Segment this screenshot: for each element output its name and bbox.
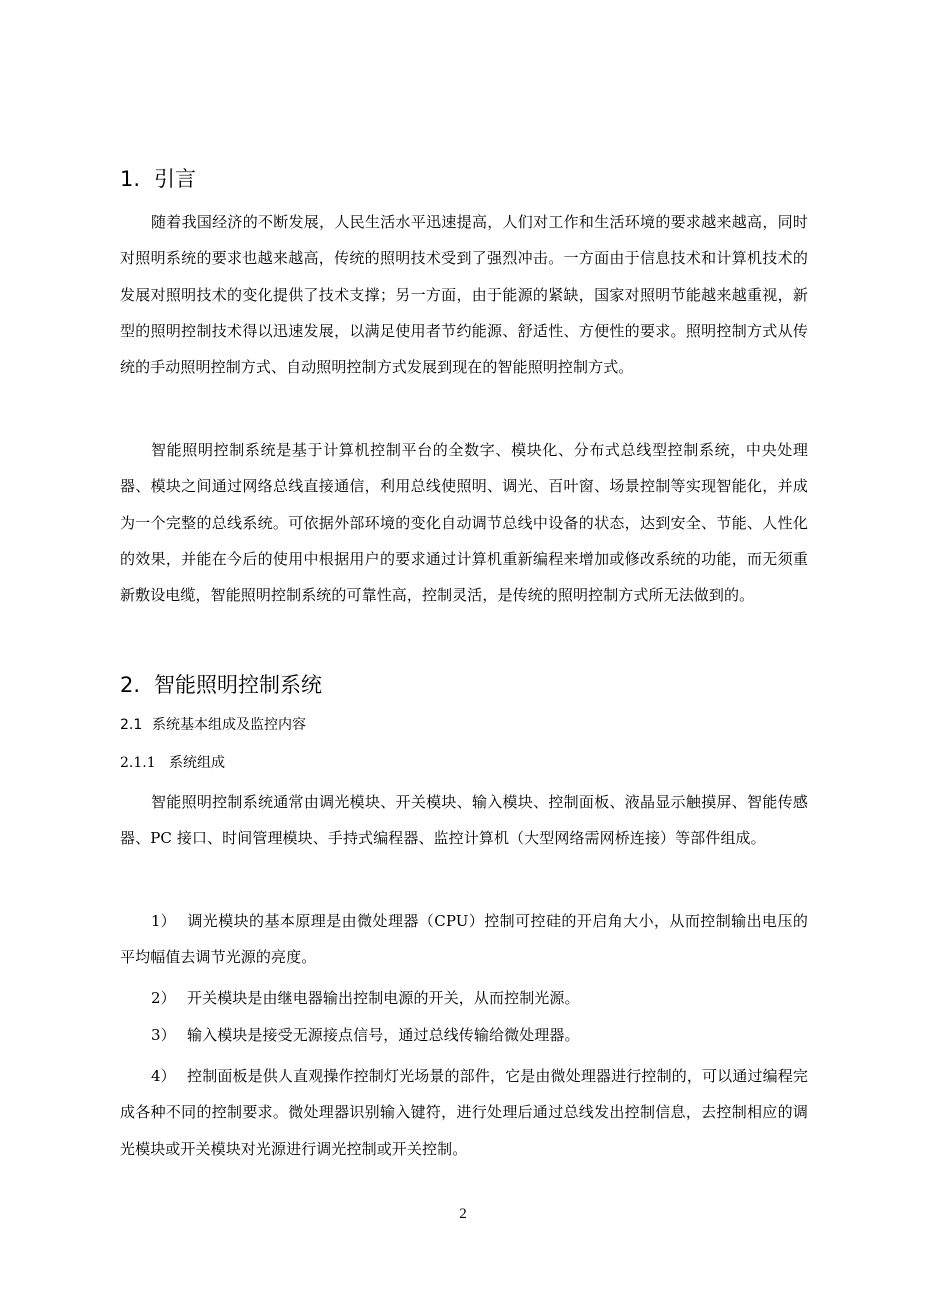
paragraph: 随着我国经济的不断发展，人民生活水平迅速提高，人们对工作和生活环境的要求越来越高，同时对照明系统的要求也越来越高，传统的照明技术受到了强烈冲击。一方面由于信息技术和计算机技术的发展对照明技术的变化提供了技术支撑；另一方面，由于能源的紧缺，国家对照明节能越来越重视，新型的照明控制技术得以迅速发展，以满足使用者节约能源、舒适性、方便性的要求。照明控制方式从传统的手动照明控制方式、自动照明控制方式发展到现在的智能照明控制方式。	[120, 213, 808, 377]
list-item-label: 2）	[151, 989, 176, 1007]
section-heading-2	[120, 670, 322, 700]
list-item-label: 4）	[151, 1067, 176, 1085]
list-item-text: 开关模块是由继电器输出控制电源的开关，从而控制光源。	[187, 989, 580, 1007]
subsubsection-title: 系统组成	[169, 755, 225, 771]
paragraph: 智能照明控制系统通常由调光模块、开关模块、输入模块、控制面板、液晶显示触摸屏、智能传感器、PC 接口、时间管理模块、手持式编程器、监控计算机（大型网络需网桥连接）等部件组成。	[120, 793, 808, 848]
list-item	[120, 980, 808, 1016]
subsubsection-heading	[120, 753, 225, 773]
page-number: 2	[459, 1206, 467, 1222]
section-number: 2.	[120, 673, 141, 697]
section-heading-1	[120, 164, 196, 194]
subsection-heading	[120, 715, 306, 735]
list-item	[120, 1017, 808, 1053]
list-item-text: 调光模块的基本原理是由微处理器（CPU）控制可控硅的开启角大小，从而控制输出电压的平均幅值去调节光源的亮度。	[120, 912, 808, 967]
list-item-label: 1）	[151, 912, 176, 930]
subsubsection-number: 2.1.1	[120, 755, 156, 771]
list-item-text: 控制面板是供人直观操作控制灯光场景的部件，它是由微处理器进行控制的，可以通过编程完成各种不同的控制要求。微处理器识别输入键符，进行处理后通过总线发出控制信息，去控制相应的调光模块或开关模块对光源进行调光控制或开关控制。	[120, 1067, 808, 1158]
list-item-text: 输入模块是接受无源接点信号，通过总线传输给微处理器。	[187, 1026, 580, 1044]
section-title: 引言	[154, 167, 196, 191]
section-title: 智能照明控制系统	[154, 673, 322, 697]
list-item	[120, 1058, 808, 1167]
section-number: 1.	[120, 167, 141, 191]
paragraph: 智能照明控制系统是基于计算机控制平台的全数字、模块化、分布式总线型控制系统，中央处理器、模块之间通过网络总线直接通信，利用总线使照明、调光、百叶窗、场景控制等实现智能化，并成为一个完整的总线系统。可依据外部环境的变化自动调节总线中设备的状态，达到安全、节能、人性化的效果，并能在今后的使用中根据用户的要求通过计算机重新编程来增加或修改系统的功能，而无须重新敷设电缆，智能照明控制系统的可靠性高，控制灵活，是传统的照明控制方式所无法做到的。	[120, 441, 808, 605]
subsection-number: 2.1	[120, 717, 143, 733]
subsection-title: 系统基本组成及监控内容	[152, 717, 306, 733]
list-item	[120, 903, 808, 976]
list-item-label: 3）	[151, 1026, 176, 1044]
